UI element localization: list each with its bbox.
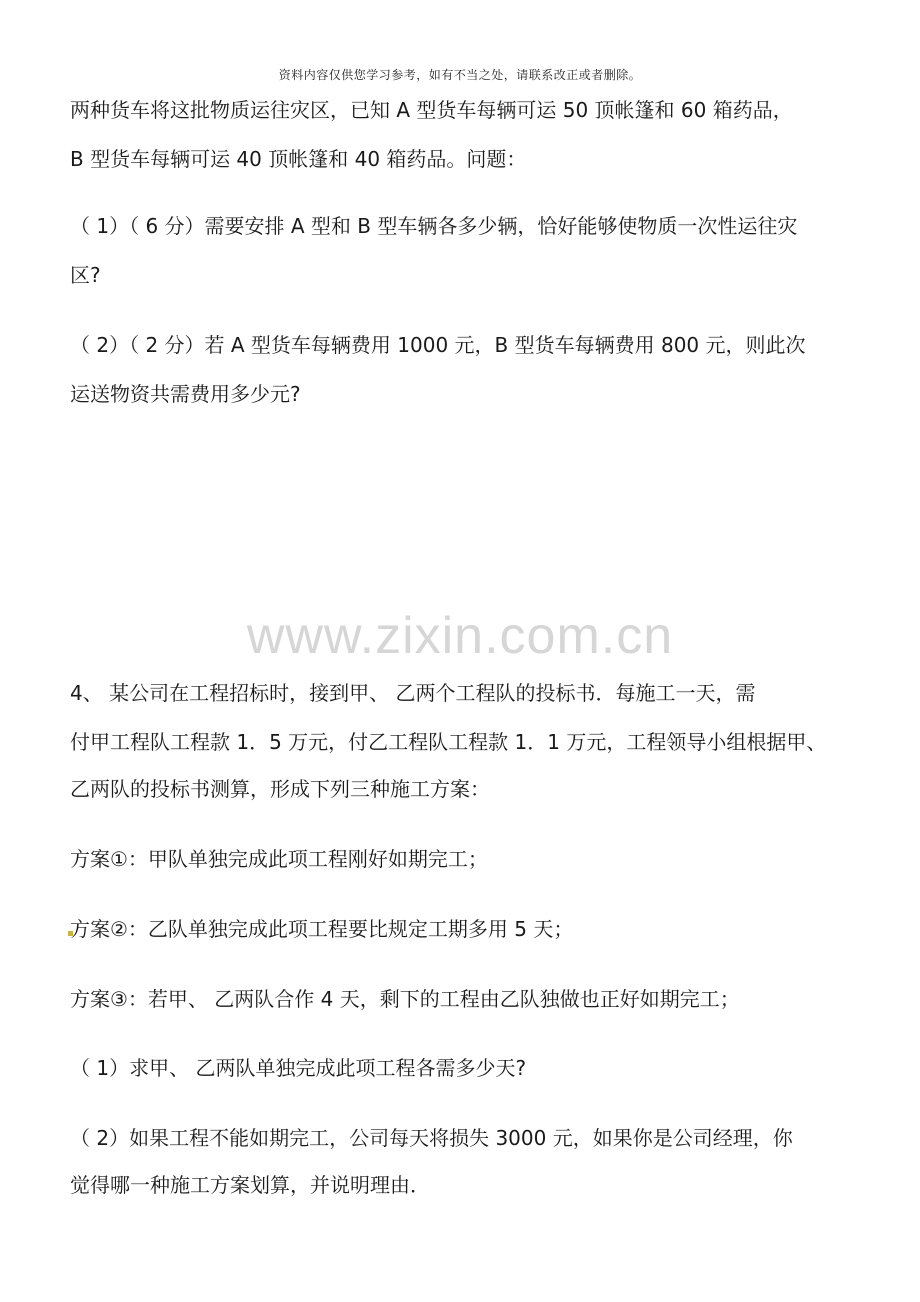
problem4-plan3: 方案③：若甲、 乙两队合作 4 天，剩下的工程由乙队独做也正好如期完工； — [70, 987, 740, 1011]
problem3-intro-line1: 两种货车将这批物质运往灾区，已知 A 型货车每辆可运 50 顶帐篷和 60 箱药品， — [70, 98, 793, 122]
problem4-plan1: 方案①：甲队单独完成此项工程刚好如期完工； — [70, 847, 488, 871]
problem4-intro-line1: 4、 某公司在工程招标时，接到甲、 乙两个工程队的投标书．每施工一天，需 — [70, 681, 756, 705]
watermark-text: www.zixin.com.cn — [246, 607, 674, 665]
problem4-question2-line1: （ 2）如果工程不能如期完工，公司每天将损失 3000 元，如果你是公司经理，你 — [70, 1126, 793, 1150]
problem3-question2-line2: 运送物资共需费用多少元? — [70, 382, 301, 406]
problem3-question2-line1: （ 2）（ 2 分）若 A 型货车每辆费用 1000 元，B 型货车每辆费用 800 元，则此次 — [70, 333, 806, 357]
problem4-question1: （ 1）求甲、 乙两队单独完成此项工程各需多少天? — [70, 1056, 527, 1080]
problem4-intro-line2: 付甲工程队工程款 1．5 万元，付乙工程队工程款 1．1 万元，工程领导小组根据甲、 — [70, 730, 827, 754]
problem3-intro-line2: B 型货车每辆可运 40 顶帐篷和 40 箱药品。问题： — [70, 147, 527, 171]
header-disclaimer: 资料内容仅供您学习参考，如有不当之处，请联系改正或者删除。 — [278, 68, 642, 82]
problem4-question2-line2: 觉得哪一种施工方案划算，并说明理由． — [70, 1173, 430, 1197]
problem3-question1-line2: 区? — [70, 263, 101, 287]
problem4-intro-line3: 乙两队的投标书测算，形成下列三种施工方案： — [70, 777, 490, 801]
problem4-plan2: 方案②：乙队单独完成此项工程要比规定工期多用 5 天； — [70, 917, 574, 941]
problem3-question1-line1: （ 1）（ 6 分）需要安排 A 型和 B 型车辆各多少辆，恰好能够使物质一次性运往灾 — [70, 214, 798, 238]
